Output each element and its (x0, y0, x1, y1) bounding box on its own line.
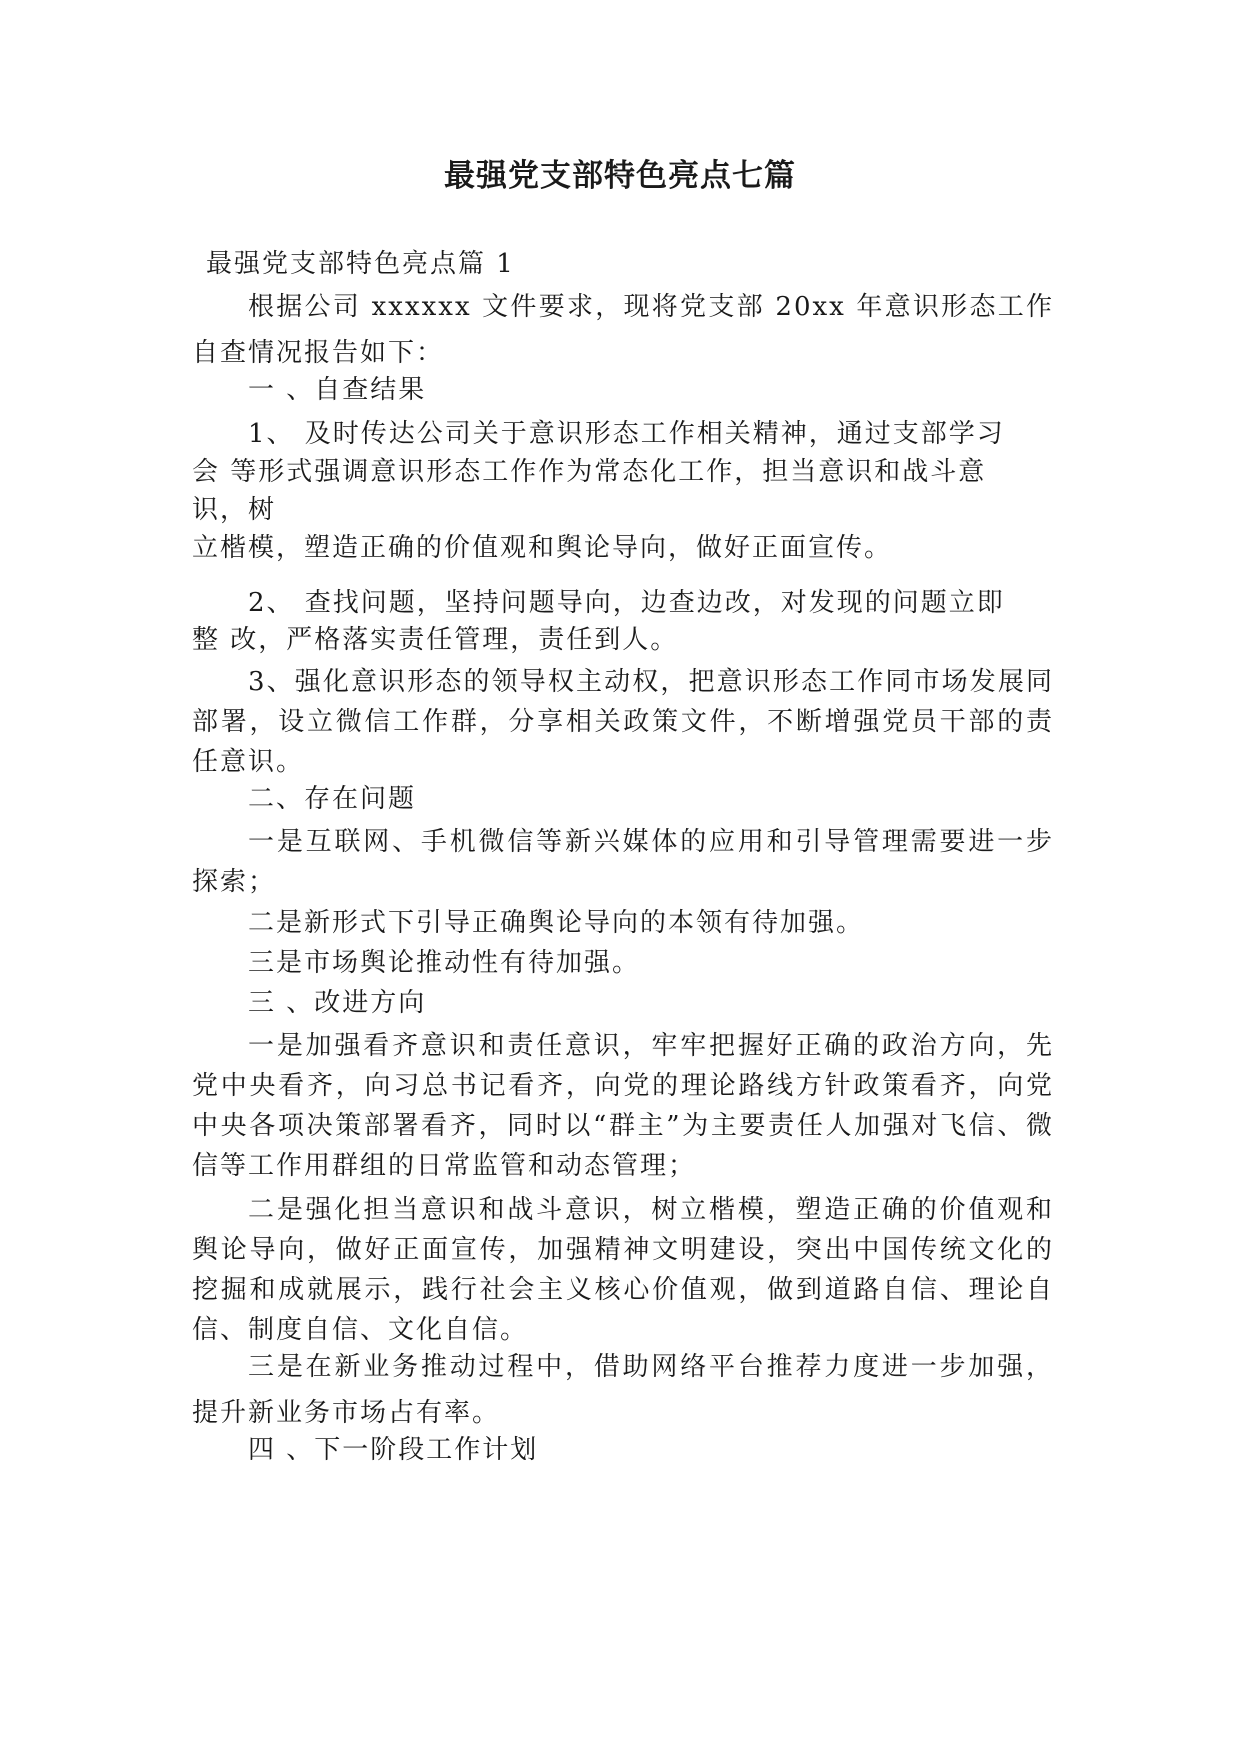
s1-item1-line2: 会 等形式强调意识形态工作作为常态化工作，担当意识和战斗意 (192, 457, 987, 487)
s1-item2-line1: 2、 查找问题，坚持问题导向，边查边改，对发现的问题立即 (248, 588, 1005, 618)
s1-item1-line4: 立楷模，塑造正确的价值观和舆论导向，做好正面宣传。 (192, 533, 893, 563)
section-heading-3: 三 、改进方向 (248, 988, 427, 1018)
document-title: 最强党支部特色亮点七篇 (444, 158, 796, 194)
section-heading-1: 一 、自查结果 (248, 375, 427, 405)
s3-paragraph-2: 二是强化担当意识和战斗意识，树立楷模，塑造正确的价值观和舆论导向，做好正面宣传，加强精神文明建设，突出中国传统文化的挖掘和成就展示，践行社会主义核心价值观，做到道路自信、理论自信、制度自信、文化自信。 (192, 1195, 1054, 1345)
s1-item1-line3: 识，树 (192, 495, 277, 525)
section-heading-4: 四 、下一阶段工作计划 (248, 1435, 539, 1465)
s1-item2-line2: 整 改，严格落实责任管理，责任到人。 (192, 625, 679, 655)
s2-paragraph-3: 三是市场舆论推动性有待加强。 (248, 948, 641, 978)
s3-paragraph-3: 三是在新业务推动过程中，借助网络平台推荐力度进一步加强，提升新业务市场占有率。 (192, 1352, 1054, 1428)
s1-item1-line1: 1、 及时传达公司关于意识形态工作相关精神，通过支部学习 (248, 419, 1005, 449)
s1-item3-paragraph: 3、强化意识形态的领导权主动权，把意识形态工作同市场发展同部署，设立微信工作群，分享相关政策文件，不断增强党员干部的责任意识。 (192, 667, 1054, 777)
s2-paragraph-1: 一是互联网、手机微信等新兴媒体的应用和引导管理需要进一步探索； (192, 827, 1054, 897)
s3-paragraph-1: 一是加强看齐意识和责任意识，牢牢把握好正确的政治方向，先党中央看齐，向习总书记看齐，向党的理论路线方针政策看齐，向党中央各项决策部署看齐，同时以“群主”为主要责任人加强对飞信、微信等工作用群组的日常监管和动态管理； (192, 1031, 1054, 1181)
article-subtitle: 最强党支部特色亮点篇 1 (206, 249, 515, 279)
s2-paragraph-2: 二是新形式下引导正确舆论导向的本领有待加强。 (248, 908, 865, 938)
section-heading-2: 二、存在问题 (248, 784, 417, 814)
intro-paragraph: 根据公司 xxxxxx 文件要求，现将党支部 20xx 年意识形态工作自查情况报告如下： (192, 292, 1054, 368)
